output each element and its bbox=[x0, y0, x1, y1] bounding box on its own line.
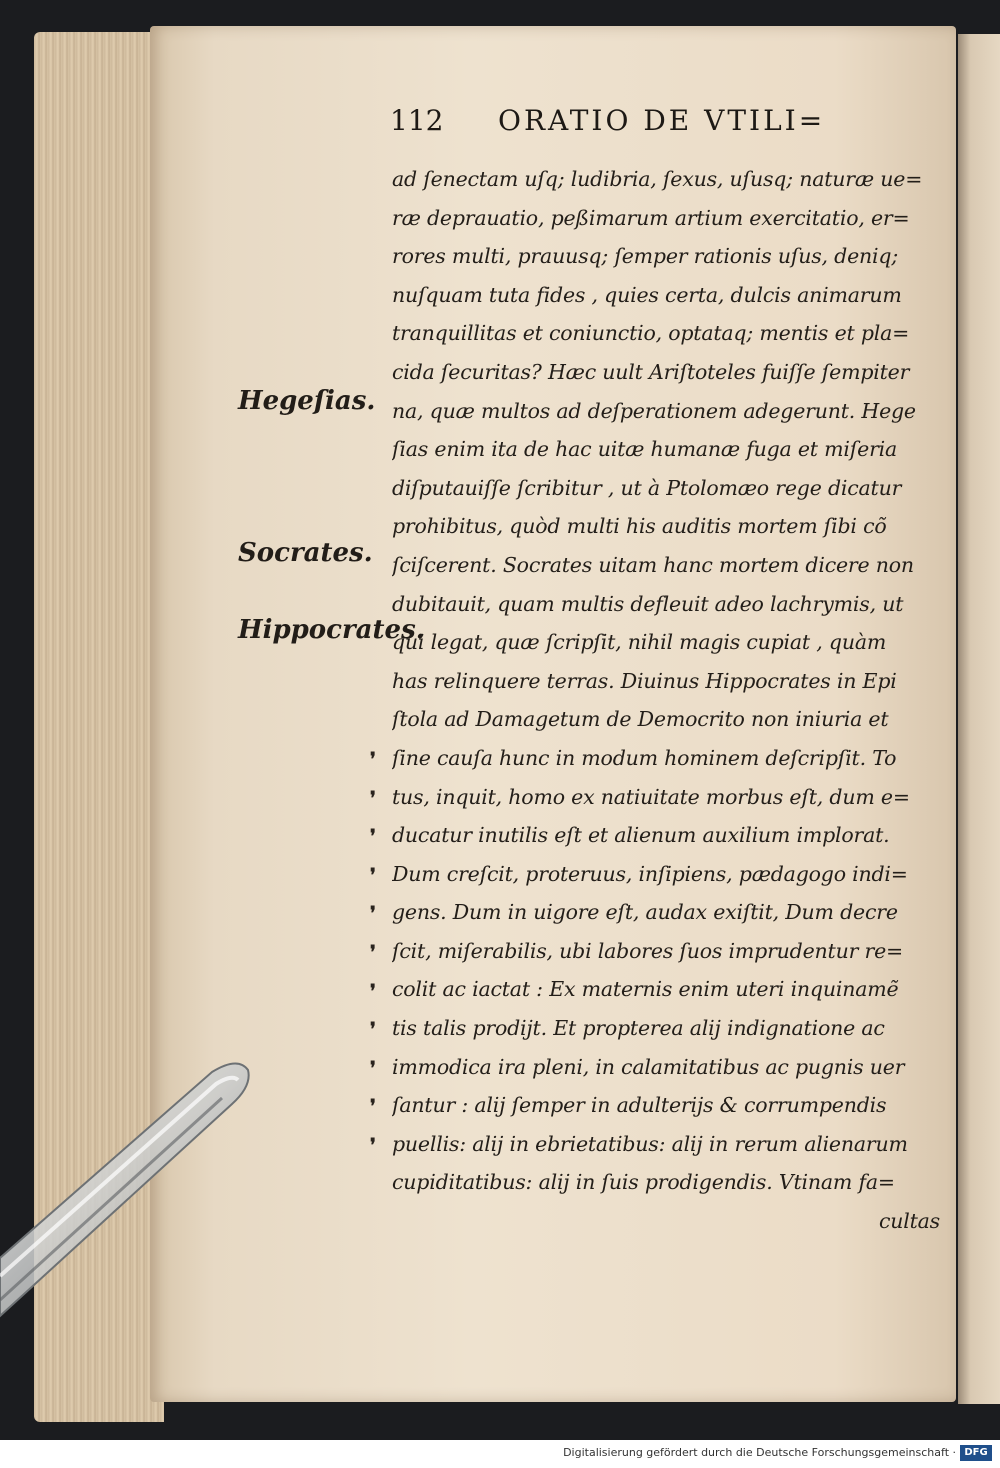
quote-mark: ❜ bbox=[370, 749, 376, 770]
quote-mark: ❜ bbox=[370, 1096, 376, 1118]
text-line: has relinquere terras. Diuinus Hippocrates in Epi bbox=[392, 668, 897, 693]
quote-mark: ❜ bbox=[370, 826, 376, 848]
text-line: ſciſcerent. Socrates uitam hanc mortem dicere non bbox=[392, 552, 914, 577]
text-line: ad ſenectam uſq; ludibria, ſexus, uſusq; naturæ ue= bbox=[392, 167, 923, 191]
quote-mark: ❜ bbox=[370, 941, 376, 963]
text-line: ſias enim ita de hac uitæ humanæ fuga et miſeria bbox=[392, 437, 898, 462]
quote-mark: ❜ bbox=[370, 980, 376, 1002]
page-header bbox=[390, 104, 950, 144]
dfg-logo-icon: DFG bbox=[960, 1445, 992, 1461]
quote-mark: ❜ bbox=[370, 787, 376, 809]
quote-mark: ❜ bbox=[370, 864, 376, 886]
text-line: prohibitus, quòd multi his auditis mortem ſibi cõ bbox=[392, 514, 887, 539]
text-line: rores multi, prauusq; ſemper rationis uſus, deniq; bbox=[392, 244, 899, 269]
text-line: nuſquam tuta fides , quies certa, dulcis animarum bbox=[392, 282, 902, 307]
digitization-footer bbox=[0, 1440, 1000, 1468]
adjacent-page-edge bbox=[958, 34, 1000, 1404]
text-line: dubitauit, quam multis defleuit adeo lachrymis, ut bbox=[392, 591, 904, 616]
catchword: cultas bbox=[878, 1209, 940, 1234]
margin-note-socrates: Socrates. bbox=[238, 538, 373, 568]
text-line: na, quæ multos ad deſperationem adegerunt. Hege bbox=[392, 398, 916, 423]
text-line: ſcit, miſerabilis, ubi labores ſuos imprudentur re= bbox=[392, 938, 903, 963]
body-text bbox=[392, 160, 940, 1241]
quote-mark: ❜ bbox=[370, 903, 376, 925]
text-line: ræ deprauatio, peßimarum artium exercitatio, er= bbox=[392, 205, 910, 230]
text-line: qui legat, quæ ſcripſit, nihil magis cupiat , quàm bbox=[392, 630, 887, 655]
text-line: tus, inquit, homo ex natiuitate morbus eſt, dum e= bbox=[392, 784, 910, 809]
text-line: ſtola ad Damagetum de Democrito non iniuria et bbox=[392, 707, 889, 732]
text-line: tis talis prodijt. Et propterea alij indignatione ac bbox=[392, 1016, 885, 1041]
margin-note-hippocrates: Hippocrates. bbox=[238, 615, 425, 645]
text-line: colit ac iactat : Ex maternis enim uteri inquinamẽ bbox=[392, 977, 899, 1002]
margin-note-hegesias: Hegeſias. bbox=[238, 386, 376, 416]
text-line: Dum creſcit, proteruus, inſipiens, pædagogo indi= bbox=[392, 861, 908, 886]
quote-mark: ❜ bbox=[370, 1134, 376, 1156]
funding-credit-text: Digitalisierung gefördert durch die Deutsche Forschungsgemeinschaft · bbox=[563, 1446, 956, 1459]
text-line: puellis: alij in ebrietatibus: alij in rerum alienarum bbox=[392, 1131, 908, 1156]
page-number: 112 bbox=[390, 104, 444, 137]
text-line: tranquillitas et coniunctio, optataq; mentis et pla= bbox=[392, 321, 910, 346]
text-line: cupiditatibus: alij in ſuis prodigendis. Vtinam fa= bbox=[392, 1170, 895, 1195]
text-line: diſputauiſſe ſcribitur , ut à Ptolomæo rege dicatur bbox=[392, 475, 902, 500]
text-line: ducatur inutilis eſt et alienum auxilium implorat. bbox=[392, 823, 890, 848]
text-line: ſantur : alij ſemper in adulterijs & corrumpendis bbox=[392, 1093, 887, 1118]
text-line: immodica ira pleni, in calamitatibus ac pugnis uer bbox=[392, 1054, 905, 1079]
quote-mark: ❜ bbox=[370, 1057, 376, 1079]
quote-mark: ❜ bbox=[370, 1019, 376, 1041]
quotation-marks-column bbox=[370, 741, 386, 1166]
text-line: cida ſecuritas? Hæc uult Ariſtoteles fuiſſe ſempiter bbox=[392, 359, 910, 384]
text-line: gens. Dum in uigore eſt, audax exiſtit, Dum decre bbox=[392, 900, 898, 925]
text-line: ſine cauſa hunc in modum hominem deſcripſit. To bbox=[392, 745, 897, 770]
running-head: ORATIO DE VTILI= bbox=[498, 104, 826, 137]
book-page-edges bbox=[34, 32, 164, 1422]
